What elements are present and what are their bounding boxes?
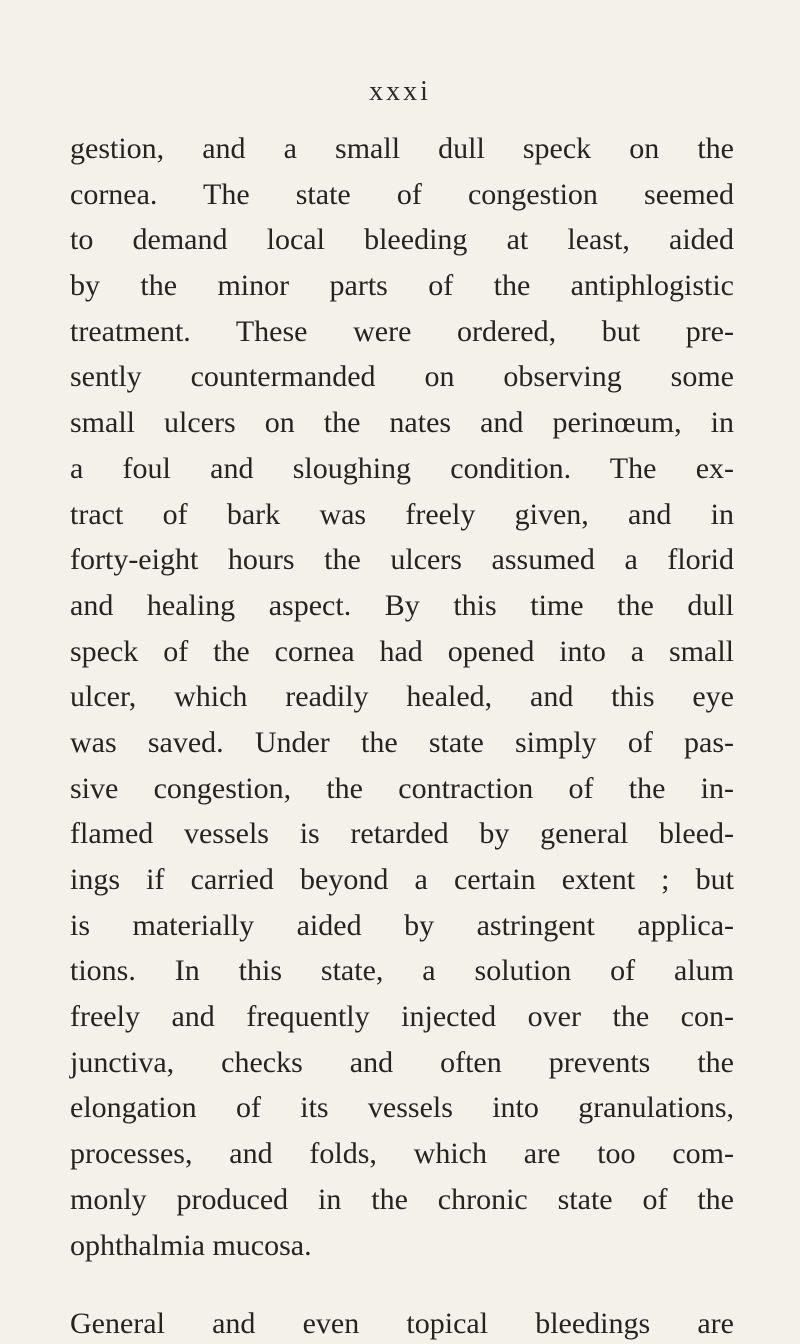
text-line: is materially aided by astringent applica- (70, 908, 734, 942)
text-line: freely and frequently injected over the con- (70, 1000, 734, 1034)
text-line: processes, and folds, which are too com- (70, 1137, 734, 1171)
text-line: to demand local bleeding at least, aided (70, 223, 734, 257)
text-line: sive congestion, the contraction of the in- (70, 771, 734, 805)
text-line: was saved. Under the state simply of pas- (70, 725, 734, 759)
text-line: flamed vessels is retarded by general bleed- (70, 817, 734, 851)
text-line: ings if carried beyond a certain extent ; but (70, 863, 734, 896)
text-line: treatment. These were ordered, but pre- (70, 314, 734, 348)
text-line: speck of the cornea had opened into a small (70, 634, 734, 668)
text-line: tions. In this state, a solution of alum (70, 954, 734, 988)
text-line: gestion, and a small dull speck on the (70, 132, 734, 165)
text-line: a foul and sloughing condition. The ex- (70, 451, 734, 485)
text-line: forty-eight hours the ulcers assumed a florid (70, 543, 734, 577)
text-line: ulcer, which readily healed, and this eye (70, 680, 734, 714)
paragraph-break (70, 1268, 734, 1301)
text-line: ophthalmia mucosa. (70, 1228, 312, 1262)
text-line: small ulcers on the nates and perinœum, in (70, 406, 734, 440)
text-line: sently countermanded on observing some (70, 360, 734, 394)
text-line: General and even topical bleedings are (70, 1307, 734, 1341)
text-line: tract of bark was freely given, and in (70, 497, 734, 531)
paragraph-1 (70, 126, 734, 1268)
text-line: and healing aspect. By this time the dull (70, 588, 734, 622)
text-line: cornea. The state of congestion seemed (70, 177, 734, 211)
text-line: junctiva, checks and often prevents the (70, 1045, 734, 1079)
page-number: xxxi (369, 76, 431, 107)
paragraph-2 (70, 1301, 734, 1344)
text-line: elongation of its vessels into granulations, (70, 1091, 734, 1125)
text-line: by the minor parts of the antiphlogistic (70, 269, 734, 303)
body-text (70, 126, 734, 1344)
text-line: monly produced in the chronic state of the (70, 1182, 734, 1216)
